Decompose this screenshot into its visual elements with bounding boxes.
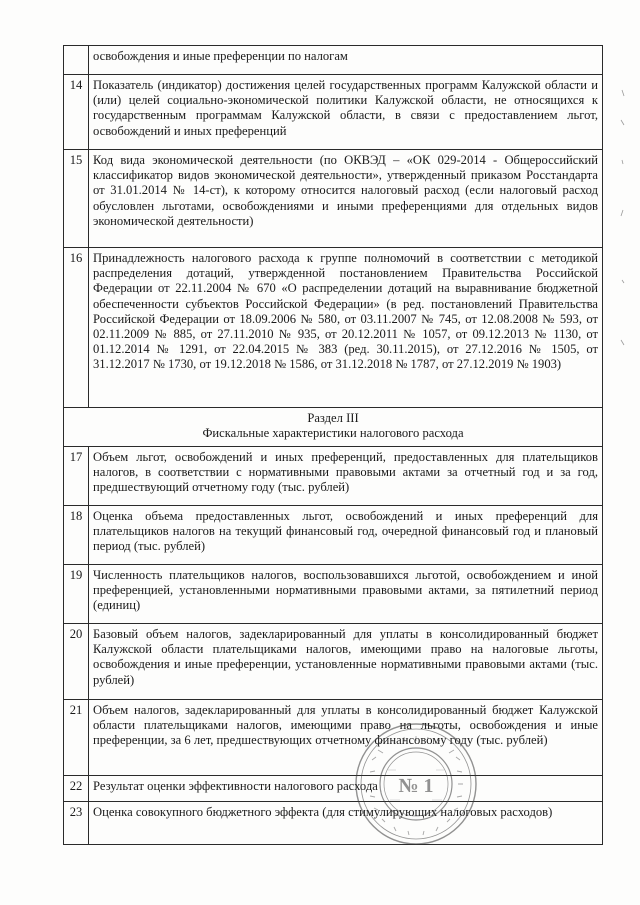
- row-number: 16: [64, 248, 89, 408]
- section-header-row: [64, 408, 603, 447]
- row-text: Показатель (индикатор) достижения целей государственных программ Калужской области и (или) целей социально-экономической политики Калужской области, не относящихся к государственным программам Калужской области, в связи с предоставлением льгот, освобождений и иных преференций: [89, 75, 603, 150]
- row-number: 21: [64, 700, 89, 776]
- table-row: [64, 150, 603, 248]
- row-number: 14: [64, 75, 89, 150]
- row-text: Результат оценки эффективности налогового расхода: [89, 776, 603, 802]
- row-text: Объем льгот, освобождений и иных преференций, предоставленных для плательщиков налогов, в соответствии с нормативными правовыми актами за отчетный год и за год, предшествующий отчетному году (тыс. рублей): [89, 447, 603, 506]
- table-row: [64, 447, 603, 506]
- row-number: 17: [64, 447, 89, 506]
- row-number: 23: [64, 802, 89, 845]
- row-text: Объем налогов, задекларированный для уплаты в консолидированный бюджет Калужской области плательщиками налогов, имеющими право на льготы, освобождения и иные преференции, за 6 лет, предшествующих отчетному финансовому году (тыс. рублей): [89, 700, 603, 776]
- row-text: Принадлежность налогового расхода к группе полномочий в соответствии с методикой распределения дотаций, утвержденной постановлением Правительства Российской Федерации от 22.11.2004 № 670 «О распределении дотаций на выравнивание бюджетной обеспеченности субъектов Российской Федерации» (в ред. постановлений Правительства Российской Федерации от 18.09.2006 № 580, от 03.11.2007 № 745, от 12.08.2008 № 593, от 02.11.2009 № 885, от 27.11.2010 № 935, от 20.12.2011 № 1057, от 09.12.2013 № 1130, от 01.12.2014 № 1291, от 22.04.2015 № 383 (ред. 30.11.2015), от 27.12.2016 № 1505, от 31.12.2017 № 1730, от 19.12.2018 № 1586, от 31.12.2018 № 1787, от 27.12.2019 № 1903): [89, 248, 603, 408]
- row-number: 15: [64, 150, 89, 248]
- table-row: [64, 75, 603, 150]
- row-text: Базовый объем налогов, задекларированный для уплаты в консолидированный бюджет Калужской области плательщиками налогов, имеющими право на налоговые льготы, освобождения и иные преференции, установленные нормативными правовыми актами (тыс. рублей): [89, 624, 603, 700]
- table-row: [64, 248, 603, 408]
- row-number: 18: [64, 506, 89, 565]
- table-row: [64, 700, 603, 776]
- row-number: 22: [64, 776, 89, 802]
- seal-number: № 1: [398, 775, 434, 797]
- table-row: [64, 624, 603, 700]
- table-row: [64, 46, 603, 75]
- tax-expense-table: [63, 45, 603, 845]
- section-subtitle: Фискальные характеристики налогового расхода: [202, 426, 464, 441]
- table-row: [64, 506, 603, 565]
- row-number: 19: [64, 565, 89, 624]
- section-title: Раздел III: [307, 411, 359, 425]
- row-number: [64, 46, 89, 75]
- margin-marks: [612, 80, 632, 380]
- table-row: [64, 802, 603, 845]
- row-number: 20: [64, 624, 89, 700]
- row-text: Оценка объема предоставленных льгот, освобождений и иных преференций для плательщиков налогов на текущий финансовый год, очередной финансовый год и плановый период (тыс. рублей): [89, 506, 603, 565]
- row-text: Код вида экономической деятельности (по ОКВЭД – «ОК 029-2014 - Общероссийский классификатор видов экономической деятельности», утвержденный приказом Росстандарта от 31.01.2014 № 14-ст), к которому относится налоговый расход (если налоговый расход обусловлен льготами, освобождениями и иными преференциями для отдельных видов экономической деятельности): [89, 150, 603, 248]
- row-text: Оценка совокупного бюджетного эффекта (для стимулирующих налоговых расходов): [89, 802, 603, 845]
- table-row: [64, 776, 603, 802]
- section-header: [64, 408, 603, 447]
- row-text: Численность плательщиков налогов, воспользовавшихся льготой, освобождением и иной преференцией, установленными нормативными правовыми актами, за пятилетний период (единиц): [89, 565, 603, 624]
- row-text: освобождения и иные преференции по налогам: [89, 46, 603, 75]
- table-row: [64, 565, 603, 624]
